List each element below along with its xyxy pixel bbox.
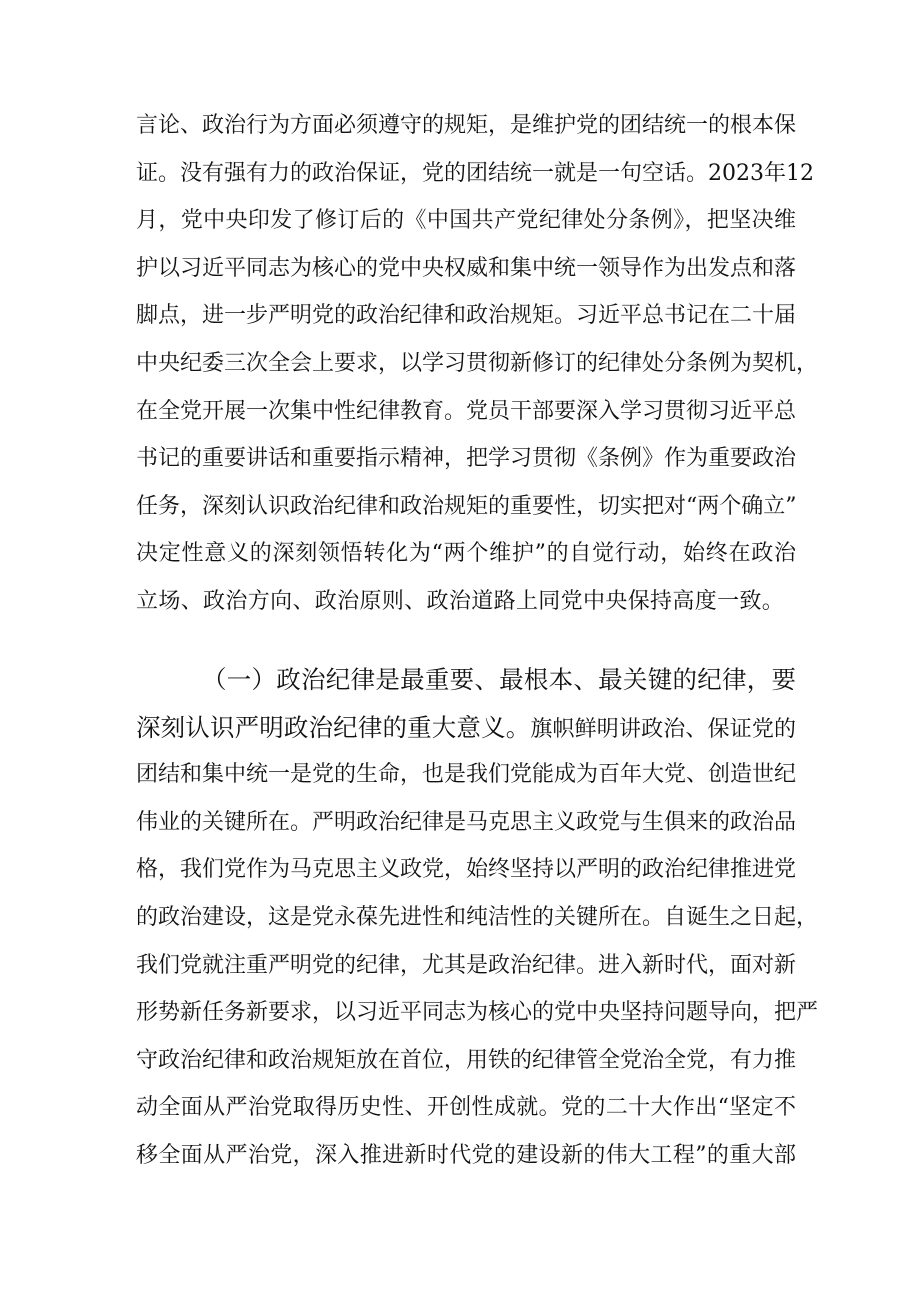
text-line: 证。没有强有力的政治保证，党的团结统一就是一句空话。2023年12 — [136, 160, 814, 186]
text-line: 护以习近平同志为核心的党中央权威和集中统一领导作为出发点和落 — [136, 255, 797, 281]
text-line-tail: 旗帜鲜明讲政治、保证党的 — [530, 716, 796, 742]
text-line: 中央纪委三次全会上要求，以学习贯彻新修订的纪律处分条例为契机， — [136, 350, 819, 376]
section-heading-line — [136, 656, 796, 704]
text-line: 的政治建设，这是党永葆先进性和纯洁性的关键所在。自诞生之日起， — [136, 904, 819, 930]
section-heading: （一）政治纪律是最重要、最根本、最关键的纪律，要 — [202, 665, 796, 694]
paragraph-political-rules — [136, 102, 819, 626]
section-heading-continued: 深刻认识严明政治纪律的重大意义。 — [136, 712, 531, 742]
text-line: 守政治纪律和政治规矩放在首位，用铁的纪律管全党治全党，有力推 — [136, 1047, 797, 1073]
text-line: 脚点，进一步严明党的政治纪律和政治规矩。习近平总书记在二十届 — [136, 303, 797, 329]
text-line: 伟业的关键所在。严明政治纪律是马克思主义政党与生俱来的政治品 — [136, 809, 797, 835]
text-line: 格，我们党作为马克思主义政党，始终坚持以严明的政治纪律推进党 — [136, 857, 797, 883]
text-line: 言论、政治行为方面必须遵守的规矩，是维护党的团结统一的根本保 — [136, 113, 797, 138]
text-line: 任务，深刻认识政治纪律和政治规矩的重要性，切实把对“两个确立” — [136, 493, 797, 519]
text-line: 我们党就注重严明党的纪律，尤其是政治纪律。进入新时代，面对新 — [136, 952, 797, 978]
text-line: 动全面从严治党取得历史性、开创性成就。党的二十大作出“坚定不 — [136, 1095, 796, 1121]
text-line: 在全党开展一次集中性纪律教育。党员干部要深入学习贯彻习近平总 — [136, 398, 797, 424]
text-line: 形势新任务新要求，以习近平同志为核心的党中央坚持问题导向，把严 — [136, 1000, 819, 1026]
text-line: 立场、政治方向、政治原则、政治道路上同党中央保持高度一致。 — [136, 588, 785, 614]
text-line: 团结和集中统一是党的生命，也是我们党能成为百年大党、创造世纪 — [136, 762, 797, 788]
paragraph-section-one — [136, 656, 819, 1180]
text-line — [136, 704, 796, 752]
text-line: 月，党中央印发了修订后的《中国共产党纪律处分条例》，把坚决维 — [136, 208, 796, 234]
text-line: 移全面从严治党，深入推进新时代党的建设新的伟大工程”的重大部 — [136, 1142, 796, 1168]
text-line: 决定性意义的深刻领悟转化为“两个维护”的自觉行动，始终在政治 — [136, 541, 796, 567]
text-line: 书记的重要讲话和重要指示精神，把学习贯彻《条例》作为重要政治 — [136, 446, 797, 472]
